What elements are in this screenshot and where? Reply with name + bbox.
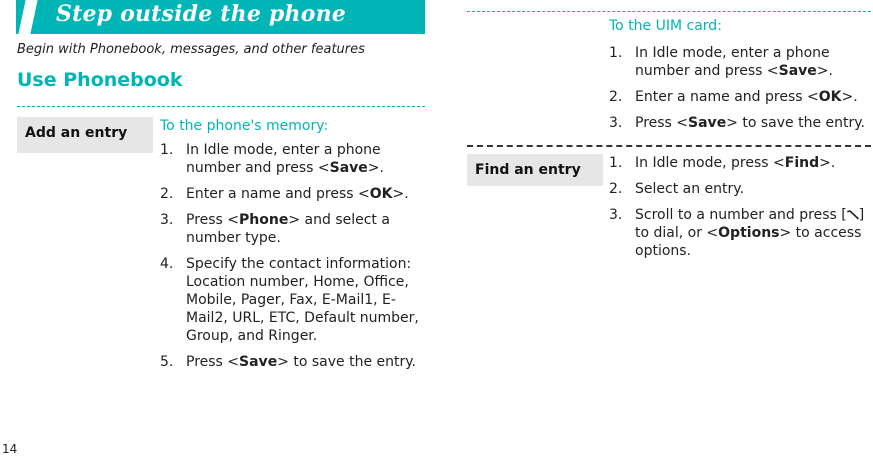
divider: [467, 145, 871, 147]
uim-card-steps: [609, 44, 871, 140]
find-entry-steps: [609, 154, 871, 268]
list-item: 1. In Idle mode, press <Find>.: [609, 155, 836, 171]
list-item: 3. Press <Phone> and select a number type.: [160, 212, 390, 246]
list-item: 3. Press <Save> to save the entry.: [609, 115, 865, 131]
add-entry-tag: Add an entry: [17, 117, 153, 153]
uim-card-heading: To the UIM card:: [609, 18, 722, 34]
find-entry-tag: Find an entry: [467, 154, 603, 186]
list-item: 1. In Idle mode, enter a phone number and press <Save>.: [160, 142, 384, 176]
page-title: Step outside the phone: [56, 1, 346, 27]
list-item: 4. Specify the contact information: Location number, Home, Office, Mobile, Pager, Fax, E-Mail1, E-Mail2, URL, ETC, Default number, Group, and Ringer.: [160, 256, 419, 344]
list-item: 2. Select an entry.: [609, 181, 745, 197]
list-item: 3. Scroll to a number and press [ ] to dial, or <Options> to access options.: [609, 207, 865, 259]
section-title: Use Phonebook: [17, 69, 183, 91]
list-item: 2. Enter a name and press <OK>.: [160, 186, 409, 202]
list-item: 2. Enter a name and press <OK>.: [609, 89, 858, 105]
list-item: 5. Press <Save> to save the entry.: [160, 354, 416, 370]
phone-memory-heading: To the phone's memory:: [160, 118, 329, 134]
page-number: 14: [2, 442, 18, 456]
divider: [17, 106, 425, 107]
call-key-icon: [847, 210, 859, 220]
page-subtitle: Begin with Phonebook, messages, and other features: [17, 42, 365, 57]
phone-memory-steps: [160, 141, 425, 379]
list-item: 1. In Idle mode, enter a phone number and press <Save>.: [609, 45, 833, 79]
divider: [467, 11, 871, 12]
